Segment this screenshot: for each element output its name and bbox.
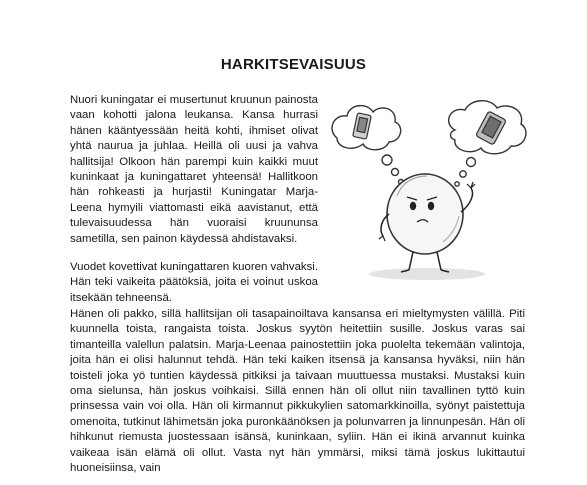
paragraph-2-narrow: Vuodet kovettivat kuningattaren kuoren vahvaksi. Hän teki vaikeita päätöksiä, joita ei voinut uskoa itsekään tehneensä. (70, 261, 318, 304)
thinking-egg-illustration (325, 96, 535, 286)
paragraph-1: Nuori kuningatar ei musertunut kruunun painosta vaan kohotti jalona leukansa. Kansa hurrasi hänen kääntyessään heitä kohti, ihmiset olivat yhtä naurua ja juhlaa. Heillä oli uusi ja vahva hallitsija! Olkoon hän parempi kuin kaikki muut kuninkaat ja kuningattaret yhteensä! Hallitkoon hän rohkeasti ja hurjasti! Kuningatar Marja-Leena hymyili viattomasti eikä aavistanut, että tulevaisuudessa hän vuoraisi kruununsa sametilla, sen painon käydessä ahdistavaksi. (70, 94, 318, 245)
paragraph-2-wide: Hänen oli pakko, sillä hallitsijan oli tasapainoiltava kansansa eri mieltymysten välillä. Piti kuunnella toista, rangaista toista. Joskus syytön heitettiin susille. Joskus varas sai timanteilla valellun palatsin. Marja-Leenaa painostettiin joka puolelta tekemään valintoja, joita hän ei olisi halunnut tehdä. Hän teki kaiken itsensä ja kansansa hyväksi, niin hän toisteli joka yö tuntien käydessä pitkiksi ja taivaan muuttuessa mustaksi. Mustaksi kuin oma sielunsa, hän joskus voihkaisi. Sillä ennen hän oli ollut niin tavallinen tyttö kuin prinsessa vain voi olla. Hän oli kirmannut pikkukylien satomarkkinoilla, syönyt paistettuja omenoita, tutkinut lähimetsän joka puronkäänöksen ja polunvarren ja linnunpesän. Hän oli hihkunut riemusta juostessaan isänsä, kuninkaan, syliin. Hän ei ikinä arvannut kuinka vaikeaa isän elämä oli ollut. Vasta nyt hän ymmärsi, miksi tämä joskus lukittautui huoneisiinsa, vain (70, 308, 525, 475)
egg-character-icon (379, 174, 475, 272)
narrow-text-column (70, 93, 318, 306)
ground-shadow (369, 268, 485, 280)
document-title: HARKITSEVAISUUS (220, 56, 367, 73)
wide-text-block (70, 307, 525, 476)
